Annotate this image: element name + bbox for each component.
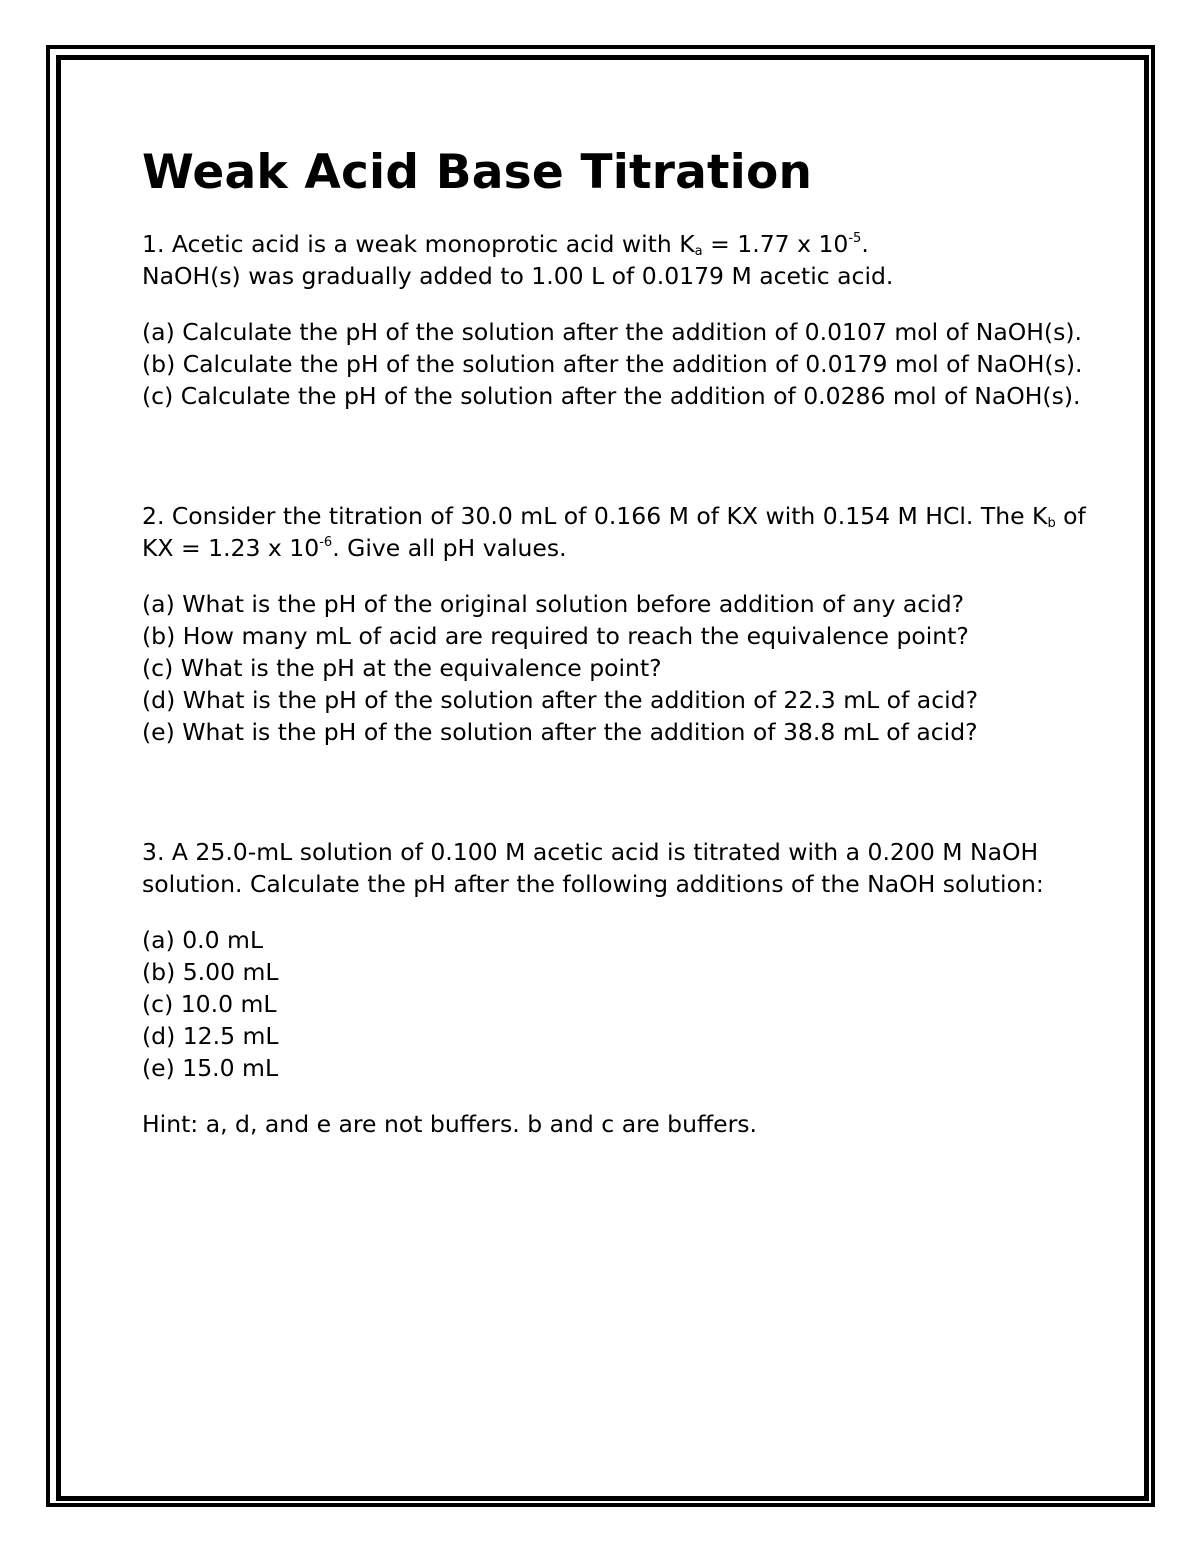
q1-intro-text: 1. Acetic acid is a weak monoprotic acid with K: [142, 230, 695, 258]
question-1-part-b: (b) Calculate the pH of the solution after the addition of 0.0179 mol of NaOH(s).: [142, 350, 1083, 378]
question-1-intro-line2: NaOH(s) was gradually added to 1.00 L of 0.0179 M acetic acid.: [142, 262, 894, 290]
q1-intro-value: = 1.77 x 10: [702, 230, 849, 258]
ka-subscript: a: [694, 244, 703, 259]
question-1-part-c: (c) Calculate the pH of the solution after the addition of 0.0286 mol of NaOH(s).: [142, 382, 1081, 410]
q1-intro-end: .: [861, 230, 869, 258]
question-2-part-e: (e) What is the pH of the solution after the addition of 38.8 mL of acid?: [142, 718, 978, 746]
question-3-hint: Hint: a, d, and e are not buffers. b and c are buffers.: [142, 1110, 758, 1138]
question-3-part-c: (c) 10.0 mL: [142, 990, 277, 1018]
question-3-part-d: (d) 12.5 mL: [142, 1022, 279, 1050]
question-3: [142, 836, 1102, 1140]
question-2-part-d: (d) What is the pH of the solution after the addition of 22.3 mL of acid?: [142, 686, 979, 714]
question-2-part-b: (b) How many mL of acid are required to reach the equivalence point?: [142, 622, 969, 650]
question-2-part-a: (a) What is the pH of the original solution before addition of any acid?: [142, 590, 965, 618]
question-1-part-a: (a) Calculate the pH of the solution after the addition of 0.0107 mol of NaOH(s).: [142, 318, 1082, 346]
question-3-intro: 3. A 25.0-mL solution of 0.100 M acetic acid is titrated with a 0.200 M NaOH solution. Calculate the pH after the following additions of the NaOH solution:: [142, 838, 1044, 898]
question-1-intro: [142, 228, 1102, 260]
question-2-intro: [142, 500, 1102, 564]
question-1: [142, 228, 1102, 412]
q2-intro-text: 2. Consider the titration of 30.0 mL of 0.166 M of KX with 0.154 M HCl. The K: [142, 502, 1048, 530]
page-title: Weak Acid Base Titration: [142, 145, 813, 200]
ka-exponent: -5: [848, 231, 862, 246]
question-3-part-a: (a) 0.0 mL: [142, 926, 264, 954]
question-2: [142, 500, 1102, 748]
kb-exponent: -6: [319, 535, 333, 550]
question-3-part-e: (e) 15.0 mL: [142, 1054, 279, 1082]
q2-intro-value: of KX = 1.23 x 10: [142, 502, 1086, 562]
kb-subscript: b: [1047, 516, 1056, 531]
q2-intro-end: . Give all pH values.: [332, 534, 567, 562]
question-2-part-c: (c) What is the pH at the equivalence point?: [142, 654, 662, 682]
question-3-part-b: (b) 5.00 mL: [142, 958, 279, 986]
worksheet-content: [142, 140, 1102, 1140]
